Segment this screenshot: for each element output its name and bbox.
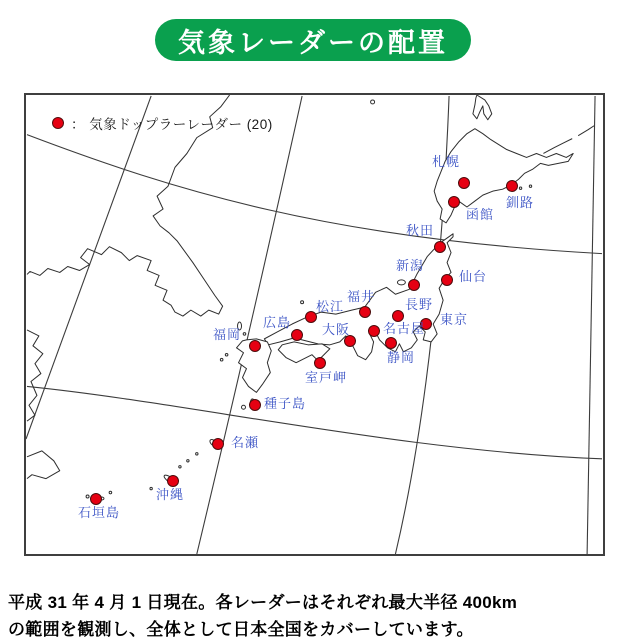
caption [8, 589, 618, 643]
radar-dot-福岡 [249, 340, 261, 352]
station-label-静岡: 静岡 [387, 350, 416, 365]
radar-legend-dot-icon [52, 117, 64, 129]
station-label-長野: 長野 [405, 297, 434, 312]
station-label-広島: 広島 [263, 315, 292, 330]
radar-dot-広島 [291, 329, 303, 341]
map-frame [24, 93, 605, 556]
radar-dot-沖縄 [167, 475, 179, 487]
radar-dot-函館 [448, 196, 460, 208]
radar-dot-石垣島 [90, 493, 102, 505]
station-label-大阪: 大阪 [322, 322, 351, 337]
japan-map-svg [26, 95, 603, 554]
coastlines [27, 95, 594, 500]
station-label-名瀬: 名瀬 [231, 435, 260, 450]
radar-dot-室戸岬 [314, 357, 326, 369]
station-label-釧路: 釧路 [506, 195, 535, 210]
legend-text: ： 気象ドップラーレーダー (20) [71, 117, 273, 132]
station-label-新潟: 新潟 [396, 258, 425, 273]
radar-dot-名古屋 [368, 325, 380, 337]
map-legend [52, 113, 273, 133]
page-title: 気象レーダーの配置 [178, 27, 448, 58]
radar-dot-福井 [359, 306, 371, 318]
station-label-札幌: 札幌 [432, 154, 461, 169]
station-label-沖縄: 沖縄 [156, 487, 185, 502]
radar-dot-静岡 [385, 337, 397, 349]
radar-dot-名瀬 [212, 438, 224, 450]
station-label-東京: 東京 [440, 312, 469, 327]
station-label-福井: 福井 [347, 289, 376, 304]
station-label-石垣島: 石垣島 [78, 505, 121, 520]
radar-dot-仙台 [441, 274, 453, 286]
station-label-秋田: 秋田 [406, 223, 435, 238]
radar-dot-種子島 [249, 399, 261, 411]
station-label-室戸岬: 室戸岬 [305, 370, 348, 385]
radar-dot-釧路 [506, 180, 518, 192]
radar-dot-新潟 [408, 279, 420, 291]
caption-line-2: の範囲を観測し、全体として日本全国をカバーしています。 [8, 620, 474, 639]
caption-line-1: 平成 31 年 4 月 1 日現在。各レーダーはそれぞれ最大半径 400km [8, 593, 518, 612]
station-label-種子島: 種子島 [264, 396, 307, 411]
radar-dot-秋田 [434, 241, 446, 253]
station-label-函館: 函館 [466, 207, 495, 222]
title-banner [155, 19, 471, 61]
station-label-名古屋: 名古屋 [383, 321, 426, 336]
radar-dot-札幌 [458, 177, 470, 189]
station-label-仙台: 仙台 [459, 269, 488, 284]
station-label-福岡: 福岡 [213, 327, 242, 342]
station-label-松江: 松江 [316, 299, 345, 314]
